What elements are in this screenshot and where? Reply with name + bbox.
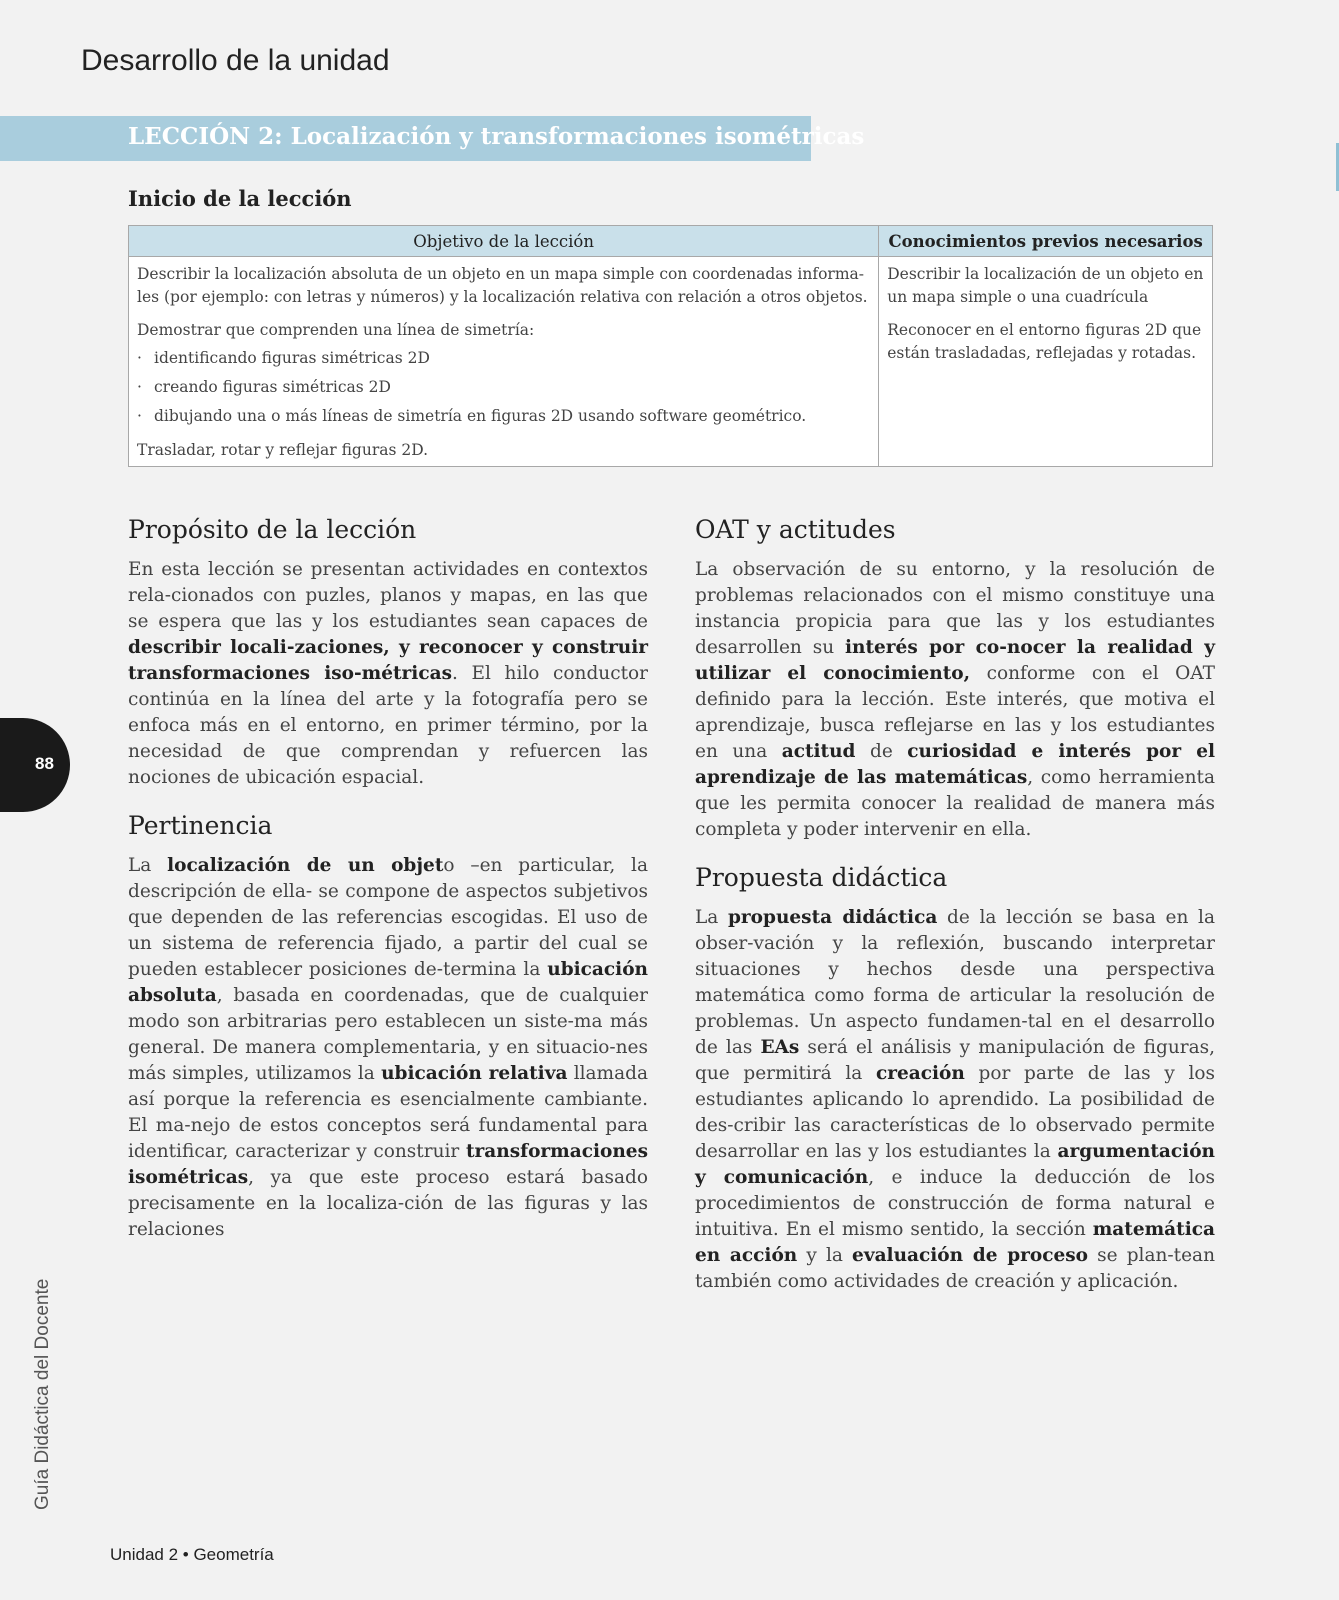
propuesta-heading: Propuesta didáctica <box>695 863 948 892</box>
lesson-title: LECCIÓN 2: Localización y transformaciones isométricas <box>128 123 865 150</box>
prior-knowledge-text: Reconocer en el entorno figuras 2D que están trasladadas, reflejadas y rotadas. <box>887 321 1202 362</box>
list-item: · dibujando una o más líneas de simetría en figuras 2D usando software geométrico. <box>137 402 870 431</box>
objective-text: Describir la localización absoluta de un objeto en un mapa simple con coordenadas informa-les (por ejemplo: con letras y números) y la localización relativa con relación a otros objetos. <box>137 265 868 306</box>
objective-bullet-list <box>137 344 870 431</box>
prior-knowledge-cell <box>879 257 1213 467</box>
oat-heading: OAT y actitudes <box>695 515 896 544</box>
pertinencia-paragraph: La localización de un objeto –en particular, la descripción de ella- se compone de aspectos subjetivos que dependen de las referencias escogidas. El uso de un sistema de referencia fijado, a partir del cual se pueden establecer posiciones de-termina la ubicación absoluta, basada en coordenadas, que de cualquier modo son arbitrarias pero establecen un siste-ma más general. De manera complementaria, y en situacio-nes más simples, utilizamos la ubicación relativa llamada así porque la referencia es esencialmente cambiante. El ma-nejo de estos conceptos será fundamental para identificar, caracterizar y construir transformaciones isométricas, ya que este proceso estará basado precisamente en la localiza-ción de las figuras y las relaciones <box>128 855 648 1240</box>
propuesta-paragraph: La propuesta didáctica de la lección se basa en la obser-vación y la reflexión, buscando interpretar situaciones y hechos desde una perspectiva matemática como forma de articular la resolución de problemas. Un aspecto fundamen-tal en el desarrollo de las EAs será el análisis y manipulación de figuras, que permitirá la creación por parte de las y los estudiantes aplicando lo aprendido. La posibilidad de des-cribir las características de lo observado permite desarrollar en las y los estudiantes la argumentación y comunicación, e induce la deducción de los procedimientos de construcción de forma natural e intuitiva. En el mismo sentido, la sección matemática en acción y la evaluación de proceso se plan-tean también como actividades de creación y aplicación. <box>695 907 1216 1292</box>
prior-knowledge-column-header: Conocimientos previos necesarios <box>879 226 1213 257</box>
objective-text: Trasladar, rotar y reflejar figuras 2D. <box>137 441 429 459</box>
prior-knowledge-text: Describir la localización de un objeto en un mapa simple o una cuadrícula <box>887 265 1204 306</box>
page-number-tab <box>0 718 70 812</box>
list-item: · creando figuras simétricas 2D <box>137 373 870 402</box>
lesson-banner <box>0 116 865 161</box>
pertinencia-heading: Pertinencia <box>128 811 273 840</box>
page-header-title: Desarrollo de la unidad <box>81 44 390 77</box>
footer-unit-label: Unidad 2 • Geometría <box>110 1545 274 1564</box>
lesson-objectives-table <box>128 225 1213 467</box>
objective-column-header: Objetivo de la lección <box>129 226 879 257</box>
proposito-heading: Propósito de la lección <box>128 515 417 544</box>
table-row <box>129 257 1213 467</box>
left-column <box>128 513 648 1261</box>
list-item: · identificando figuras simétricas 2D <box>137 344 870 373</box>
page-number: 88 <box>35 754 54 773</box>
proposito-paragraph: En esta lección se presentan actividades en contextos rela-cionados con puzles, planos y mapas, en las que se espera que las y los estudiantes sean capaces de describir locali-zaciones, y reconocer y construir transformaciones iso-métricas. El hilo conductor continúa en la línea del arte y la fotografía pero se enfoca más en el entorno, en primer término, por la necesidad de que comprendan y refuercen las nociones de ubicación espacial. <box>128 559 648 788</box>
oat-paragraph: La observación de su entorno, y la resolución de problemas relacionados con el mismo constituye una instancia propicia para que las y los estudiantes desarrollen su interés por co-nocer la realidad y utilizar el conocimiento, conforme con el OAT definido para la lección. Este interés, que motiva el aprendizaje, busca reflejarse en las y los estudiantes en una actitud de curiosidad e interés por el aprendizaje de las matemáticas, como herramienta que les permita conocer la realidad de manera más completa y poder intervenir en ella. <box>695 559 1215 840</box>
table-header-row <box>129 226 1213 257</box>
right-column <box>695 513 1215 1313</box>
section-heading: Inicio de la lección <box>128 186 352 211</box>
objective-cell <box>129 257 879 467</box>
objective-text: Demostrar que comprenden una línea de simetría: <box>137 321 535 339</box>
side-guide-label: Guía Didáctica del Docente <box>32 1278 53 1510</box>
